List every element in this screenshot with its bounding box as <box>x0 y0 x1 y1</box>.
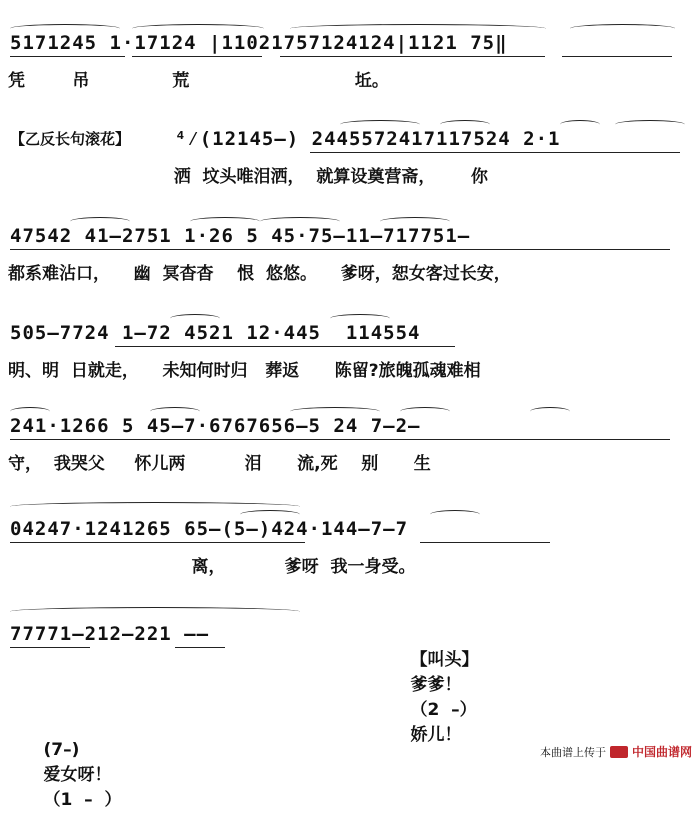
underline-beam <box>10 647 90 648</box>
underline-beam <box>10 542 305 543</box>
lyrics-line: 守， 我哭父 怀儿两 泪 流,死 别 生 <box>8 454 431 474</box>
underline-beam <box>10 439 670 440</box>
rest-notation: (7–) <box>43 740 80 760</box>
lyrics-line: 洒 坟头唯泪洒， 就算设奠营斋， 你 <box>8 167 488 187</box>
site-logo-icon <box>610 746 628 758</box>
final-line <box>8 720 696 830</box>
lyrics-line: 离， 爹呀 我一身受。 <box>8 557 416 577</box>
underline-beam <box>115 346 455 347</box>
underline-beam <box>310 152 680 153</box>
underline-beam <box>10 56 125 57</box>
underline-beam <box>420 542 550 543</box>
rest-marker: （2 –） <box>410 700 477 720</box>
underline-beam <box>132 56 262 57</box>
notation-line: 47542 41–2751 1·26 5 45·75–11–717751– <box>10 225 471 247</box>
notation-line: 505–7724 1–72 4521 12·445 114554 <box>10 322 421 344</box>
notation-line: 04247·1241265 65–(5–)424·144–7–7 <box>10 518 409 540</box>
lyrics-line: 凭 吊 荒 坵。 <box>8 71 389 91</box>
lyrics-line: 明、明 日就走， 未知何时归 葬返 陈留?旅魄孤魂难相 <box>8 361 481 381</box>
section-marker: 【乙反长句滚花】 <box>10 130 131 148</box>
jiao-tou-label: 【叫头】 <box>410 650 479 670</box>
underline-beam <box>175 647 225 648</box>
slur <box>10 607 300 616</box>
notation-line: 5171245 1·17124 |11021757124124|1121 75‖ <box>10 32 508 54</box>
credit-prefix: 本曲谱上传于 <box>539 745 606 759</box>
underline-beam <box>280 56 545 57</box>
site-name: 中国曲谱网 <box>631 745 692 759</box>
notation-line: 77771–212–221 —— <box>10 623 210 645</box>
die-die-text: 爹爹！ <box>410 675 462 695</box>
rest-marker-end: （1 – ） <box>43 790 122 810</box>
jiao-er-text: 娇儿！ <box>410 725 462 745</box>
underline-beam <box>10 249 670 250</box>
site-credit <box>540 743 692 760</box>
notation-line: ⁴⁄(12145–) 2445572417117524 2·1 <box>150 128 561 150</box>
underline-beam <box>562 56 672 57</box>
notation-line: 241·1266 5 45–7·6767656–5 24 7–2– <box>10 415 421 437</box>
lyrics-line: 都系难沾口， 幽 冥杳杳 恨 悠悠。 爹呀，恕女客过长安， <box>8 264 511 284</box>
ai-nv-ya-text: 爱女呀！ <box>43 765 112 785</box>
